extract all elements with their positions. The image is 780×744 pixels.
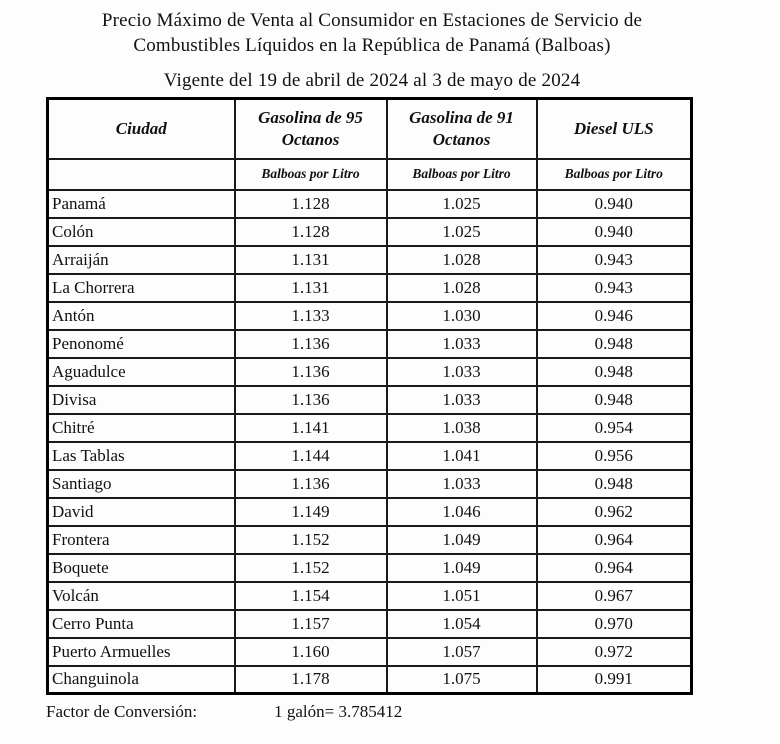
price-value: 1.141 bbox=[235, 414, 387, 442]
city-name: Las Tablas bbox=[48, 442, 235, 470]
unit-header-row bbox=[48, 159, 692, 190]
column-header-city: Ciudad bbox=[48, 99, 235, 159]
table-row bbox=[48, 638, 692, 666]
price-value: 1.136 bbox=[235, 358, 387, 386]
price-value: 1.128 bbox=[235, 190, 387, 218]
price-value: 1.152 bbox=[235, 554, 387, 582]
price-value: 0.948 bbox=[537, 330, 692, 358]
price-value: 1.046 bbox=[387, 498, 537, 526]
table-body bbox=[48, 190, 692, 694]
price-value: 1.131 bbox=[235, 274, 387, 302]
price-value: 1.131 bbox=[235, 246, 387, 274]
city-name: Panamá bbox=[48, 190, 235, 218]
table-row bbox=[48, 414, 692, 442]
price-value: 1.178 bbox=[235, 666, 387, 694]
price-value: 1.136 bbox=[235, 386, 387, 414]
document-content bbox=[46, 8, 698, 722]
city-name: Santiago bbox=[48, 470, 235, 498]
price-value: 1.033 bbox=[387, 470, 537, 498]
table-row bbox=[48, 554, 692, 582]
city-name: Antón bbox=[48, 302, 235, 330]
price-value: 1.136 bbox=[235, 470, 387, 498]
table-row bbox=[48, 274, 692, 302]
price-value: 1.041 bbox=[387, 442, 537, 470]
table-row bbox=[48, 302, 692, 330]
price-value: 1.054 bbox=[387, 610, 537, 638]
city-name: David bbox=[48, 498, 235, 526]
price-value: 1.152 bbox=[235, 526, 387, 554]
city-name: Changuinola bbox=[48, 666, 235, 694]
price-value: 0.948 bbox=[537, 386, 692, 414]
table-row bbox=[48, 190, 692, 218]
table-row bbox=[48, 358, 692, 386]
table-row bbox=[48, 330, 692, 358]
price-value: 0.972 bbox=[537, 638, 692, 666]
price-value: 1.057 bbox=[387, 638, 537, 666]
validity-period: Vigente del 19 de abril de 2024 al 3 de mayo de 2024 bbox=[163, 70, 581, 91]
price-value: 1.033 bbox=[387, 386, 537, 414]
city-name: Puerto Armuelles bbox=[48, 638, 235, 666]
conversion-factor-value: 1 galón= 3.785412 bbox=[274, 702, 403, 721]
price-value: 0.956 bbox=[537, 442, 692, 470]
table-row bbox=[48, 610, 692, 638]
price-value: 0.943 bbox=[537, 246, 692, 274]
price-value: 1.049 bbox=[387, 526, 537, 554]
price-value: 0.964 bbox=[537, 526, 692, 554]
city-name: Divisa bbox=[48, 386, 235, 414]
city-name: Cerro Punta bbox=[48, 610, 235, 638]
price-value: 1.144 bbox=[235, 442, 387, 470]
price-value: 0.967 bbox=[537, 582, 692, 610]
document-title-line1: Precio Máximo de Venta al Consumidor en Estaciones de Servicio de bbox=[101, 10, 643, 31]
price-value: 0.954 bbox=[537, 414, 692, 442]
city-name: Arraiján bbox=[48, 246, 235, 274]
price-value: 1.160 bbox=[235, 638, 387, 666]
price-value: 1.033 bbox=[387, 358, 537, 386]
column-header-2: Gasolina de 91 Octanos bbox=[387, 99, 537, 159]
price-value: 1.128 bbox=[235, 218, 387, 246]
table-row bbox=[48, 386, 692, 414]
price-value: 0.991 bbox=[537, 666, 692, 694]
fuel-price-table bbox=[46, 97, 693, 695]
price-value: 1.049 bbox=[387, 554, 537, 582]
city-name: Boquete bbox=[48, 554, 235, 582]
unit-cell: Balboas por Litro bbox=[235, 159, 387, 190]
table-row bbox=[48, 470, 692, 498]
price-value: 0.943 bbox=[537, 274, 692, 302]
price-value: 1.154 bbox=[235, 582, 387, 610]
price-value: 1.051 bbox=[387, 582, 537, 610]
price-value: 1.133 bbox=[235, 302, 387, 330]
unit-cell-empty bbox=[48, 159, 235, 190]
document-title bbox=[46, 8, 698, 58]
price-value: 0.970 bbox=[537, 610, 692, 638]
table-row bbox=[48, 666, 692, 694]
price-value: 1.136 bbox=[235, 330, 387, 358]
price-value: 0.948 bbox=[537, 470, 692, 498]
unit-cell: Balboas por Litro bbox=[537, 159, 692, 190]
table-header bbox=[48, 99, 692, 190]
price-value: 0.946 bbox=[537, 302, 692, 330]
table-row bbox=[48, 582, 692, 610]
price-value: 0.940 bbox=[537, 218, 692, 246]
price-value: 1.028 bbox=[387, 246, 537, 274]
price-value: 0.962 bbox=[537, 498, 692, 526]
price-value: 1.038 bbox=[387, 414, 537, 442]
column-header-row bbox=[48, 99, 692, 159]
document-title-line2: Combustibles Líquidos en la República de Panamá (Balboas) bbox=[133, 35, 611, 56]
price-value: 1.028 bbox=[387, 274, 537, 302]
city-name: Aguadulce bbox=[48, 358, 235, 386]
city-name: La Chorrera bbox=[48, 274, 235, 302]
city-name: Penonomé bbox=[48, 330, 235, 358]
table-row bbox=[48, 498, 692, 526]
city-name: Frontera bbox=[48, 526, 235, 554]
column-header-1: Gasolina de 95 Octanos bbox=[235, 99, 387, 159]
price-value: 0.964 bbox=[537, 554, 692, 582]
price-value: 1.157 bbox=[235, 610, 387, 638]
price-value: 0.940 bbox=[537, 190, 692, 218]
city-name: Colón bbox=[48, 218, 235, 246]
conversion-factor bbox=[46, 702, 698, 722]
city-name: Volcán bbox=[48, 582, 235, 610]
price-value: 1.025 bbox=[387, 218, 537, 246]
table-row bbox=[48, 526, 692, 554]
table-row bbox=[48, 442, 692, 470]
price-value: 1.025 bbox=[387, 190, 537, 218]
price-value: 1.030 bbox=[387, 302, 537, 330]
price-value: 1.149 bbox=[235, 498, 387, 526]
city-name: Chitré bbox=[48, 414, 235, 442]
table-row bbox=[48, 246, 692, 274]
conversion-factor-label: Factor de Conversión: bbox=[46, 702, 198, 721]
price-value: 1.033 bbox=[387, 330, 537, 358]
column-header-3: Diesel ULS bbox=[537, 99, 692, 159]
unit-cell: Balboas por Litro bbox=[387, 159, 537, 190]
price-value: 0.948 bbox=[537, 358, 692, 386]
table-row bbox=[48, 218, 692, 246]
price-value: 1.075 bbox=[387, 666, 537, 694]
